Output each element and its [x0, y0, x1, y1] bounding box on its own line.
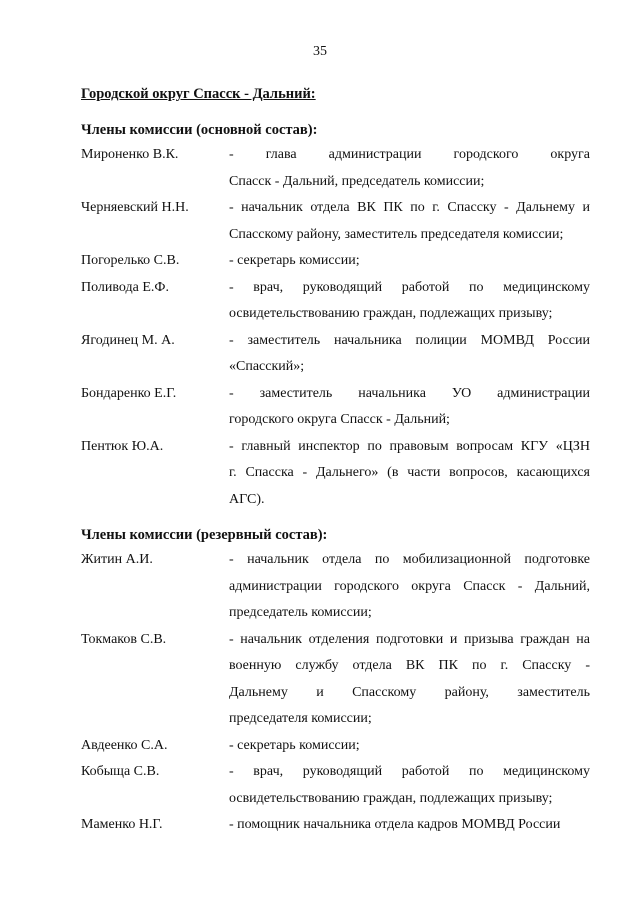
member-name: Пентюк Ю.А. [81, 438, 164, 454]
member-role-line: председателя комиссии; [229, 711, 372, 726]
member-name: Житин А.И. [81, 552, 153, 567]
page-number: 35 [313, 44, 327, 59]
member-role-line: - помощник начальника отдела кадров МОМВД России [229, 817, 561, 832]
member-row [81, 733, 593, 760]
member-role-line: г. Спасска - Дальнего» (в части вопросов, касающихся [229, 465, 590, 480]
member-role [229, 328, 590, 381]
member-row [81, 381, 593, 434]
member-role [229, 434, 590, 514]
member-role-line: Спасскому району, заместитель председателя комиссии; [229, 226, 564, 242]
member-role [229, 627, 590, 733]
member-role-line: АГС). [229, 491, 265, 507]
member-row [81, 547, 593, 627]
member-name: Поливода Е.Ф. [81, 279, 169, 295]
reserve-composition-heading: Члены комиссии (резервный состав): [81, 527, 328, 543]
member-name: Маменко Н.Г. [81, 817, 163, 832]
member-role-line: - врач, руководящий работой по медицинскому [229, 279, 590, 295]
member-name: Авдеенко С.А. [81, 737, 168, 753]
member-role-line: - заместитель начальника полиции МОМВД России [229, 332, 590, 348]
member-role-line: Спасск - Дальний, председатель комиссии; [229, 173, 485, 189]
member-role-line: - секретарь комиссии; [229, 737, 360, 753]
member-role [229, 381, 590, 434]
member-role [229, 759, 590, 812]
member-role [229, 248, 590, 275]
member-row [81, 328, 593, 381]
member-name: Погорелько С.В. [81, 253, 180, 268]
member-role-line: - начальник отдела по мобилизационной подготовке [229, 552, 590, 567]
member-role [229, 733, 590, 760]
member-role-line: - начальник отделения подготовки и призыва граждан на [229, 631, 590, 647]
member-role-line: - начальник отдела ВК ПК по г. Спасску - Дальнему и [229, 200, 590, 215]
member-role-line: - врач, руководящий работой по медицинскому [229, 764, 590, 779]
member-role-line: Дальнему и Спасскому району, заместитель [229, 684, 590, 700]
member-row [81, 812, 593, 839]
member-row [81, 627, 593, 733]
member-name: Кобыща С.В. [81, 764, 160, 779]
member-role-line: - главный инспектор по правовым вопросам КГУ «ЦЗН [229, 438, 590, 454]
member-role [229, 547, 590, 627]
reserve-members-list [81, 547, 593, 839]
member-row [81, 434, 593, 514]
member-row [81, 759, 593, 812]
member-role [229, 142, 590, 195]
member-role-line: - глава администрации городского округа [229, 147, 590, 162]
member-role-line: освидетельствованию граждан, подлежащих призыву; [229, 790, 553, 806]
member-role-line: военную службу отдела ВК ПК по г. Спасску - [229, 658, 590, 673]
member-role-line: председатель комиссии; [229, 605, 372, 620]
member-role [229, 812, 590, 839]
member-role-line: администрации городского округа Спасск - Дальний, [229, 578, 590, 594]
member-name: Бондаренко Е.Г. [81, 385, 177, 401]
member-name: Мироненко В.К. [81, 147, 179, 162]
member-role-line: - заместитель начальника УО администрации [229, 385, 590, 401]
main-members-list [81, 142, 593, 513]
member-name: Токмаков С.В. [81, 631, 167, 647]
member-role [229, 195, 590, 248]
member-role-line: освидетельствованию граждан, подлежащих призыву; [229, 306, 553, 321]
district-title: Городской округ Спасск - Дальний: [81, 86, 316, 102]
member-role-line: «Спасский»; [229, 359, 305, 374]
member-row [81, 142, 593, 195]
member-role-line: - секретарь комиссии; [229, 253, 360, 268]
member-role [229, 275, 590, 328]
member-row [81, 195, 593, 248]
member-row [81, 248, 593, 275]
member-role-line: городского округа Спасск - Дальний; [229, 412, 450, 427]
member-name: Ягодинец М. А. [81, 332, 175, 348]
member-row [81, 275, 593, 328]
member-name: Черняевский Н.Н. [81, 200, 189, 215]
main-composition-heading: Члены комиссии (основной состав): [81, 122, 318, 138]
